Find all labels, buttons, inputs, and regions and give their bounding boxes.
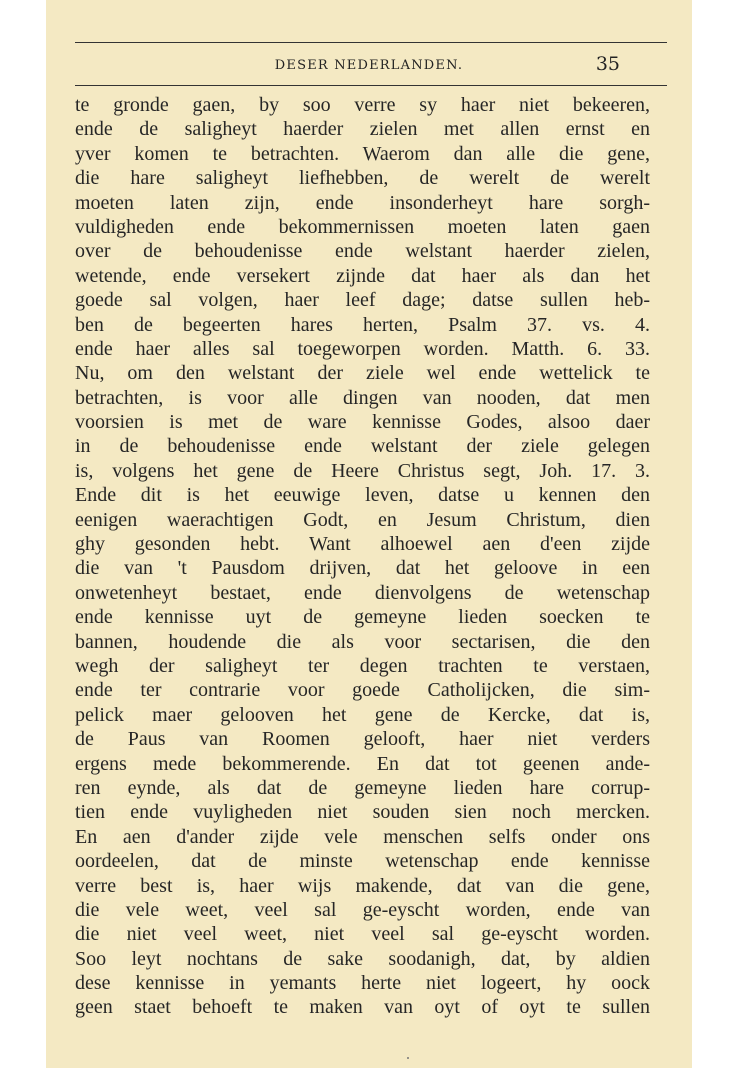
text-line: geen staet behoeft te maken van oyt of oyt te sullen [75,996,650,1019]
text-line: ren eynde, als dat de gemeyne lieden hare corrup- [75,776,650,799]
text-line: die hare saligheyt liefhebben, de werelt de werelt [75,167,650,190]
text-line: in de behoudenisse ende welstant der ziele gelegen [75,435,650,458]
text-line: die niet veel weet, niet veel sal ge-eyscht worden. [75,923,650,946]
text-line: verre best is, haer wijs makende, dat van die gene, [75,874,650,897]
text-line: goede sal volgen, haer leef dage; datse sullen heb- [75,289,650,312]
text-line: pelick maer gelooven het gene de Kercke, dat is, [75,703,650,726]
text-line: En aen d'ander zijde vele menschen selfs onder ons [75,825,650,848]
text-line: Ende dit is het eeuwige leven, datse u kennen den [75,484,650,507]
text-line: die van 't Pausdom drijven, dat het geloove in een [75,557,650,580]
text-line: over de behoudenisse ende welstant haerder zielen, [75,240,650,263]
running-title: DESER NEDERLANDEN. [274,58,464,73]
text-line: ende de saligheyt haerder zielen met allen ernst en [75,118,650,141]
text-line: dese kennisse in yemants herte niet logeert, hy oock [75,972,650,995]
text-line: ergens mede bekommerende. En dat tot geenen ande- [75,752,650,775]
text-line: wegh der saligheyt ter degen trachten te verstaen, [75,654,650,677]
text-line: betrachten, is voor alle dingen van nooden, dat men [75,386,650,409]
text-line: onwetenheyt bestaet, ende dienvolgens de wetenschap [75,581,650,604]
print-speck [407,1057,409,1059]
text-line: tien ende vuyligheden niet souden sien noch mercken. [75,801,650,824]
header-rule-bottom [75,85,667,86]
text-line: Soo leyt nochtans de sake soodanigh, dat, by aldien [75,947,650,970]
text-line: te gronde gaen, by soo verre sy haer niet bekeeren, [75,94,650,116]
text-line: die vele weet, veel sal ge-eyscht worden, ende van [75,898,650,921]
body-text [75,93,650,1020]
text-line: voorsien is met de ware kennisse Godes, alsoo daer [75,411,650,434]
text-line: yver komen te betrachten. Waerom dan alle die gene, [75,142,650,165]
text-line: ende kennisse uyt de gemeyne lieden soecken te [75,606,650,629]
text-line: wetende, ende versekert zijnde dat haer als dan het [75,264,650,287]
text-line: eenigen waerachtigen Godt, en Jesum Christum, dien [75,508,650,531]
text-line: ben de begeerten hares herten, Psalm 37. vs. 4. [75,313,650,336]
page-number: 35 [595,53,620,75]
text-line: ende haer alles sal toegeworpen worden. Matth. 6. 33. [75,337,650,360]
text-line: is, volgens het gene de Heere Christus segt, Joh. 17. 3. [75,459,650,482]
text-line: Nu, om den welstant der ziele wel ende wettelick te [75,362,650,385]
text-line: bannen, houdende die als voor sectarisen, die den [75,630,650,653]
text-line: vuldigheden ende bekommernissen moeten laten gaen [75,215,650,238]
book-page [46,0,692,1068]
header-rule-top [75,42,667,43]
text-line: de Paus van Roomen gelooft, haer niet verders [75,728,650,751]
text-line: ghy gesonden hebt. Want alhoewel aen d'een zijde [75,533,650,556]
text-line: oordeelen, dat de minste wetenschap ende kennisse [75,850,650,873]
text-line: ende ter contrarie voor goede Catholijcken, die sim- [75,679,650,702]
text-line: moeten laten zijn, ende insonderheyt hare sorgh- [75,191,650,214]
